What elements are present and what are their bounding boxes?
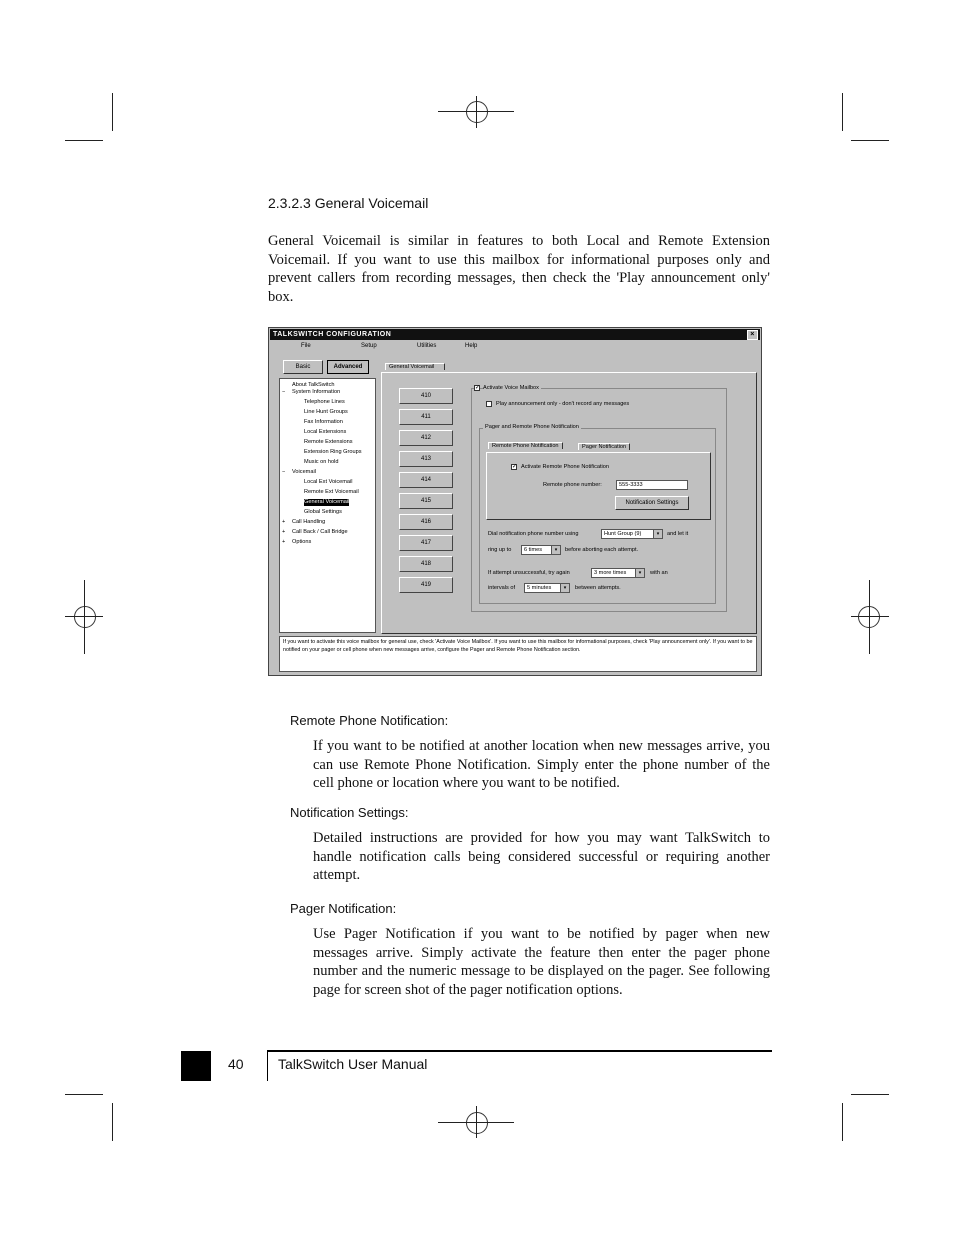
item-title: Pager Notification: bbox=[290, 901, 397, 916]
retry-value: 3 more times bbox=[594, 570, 627, 576]
tree-item[interactable]: Options bbox=[292, 539, 312, 545]
tree-item[interactable]: System Information bbox=[292, 389, 341, 395]
remote-phone-label: Remote phone number: bbox=[543, 482, 602, 488]
menu-file[interactable]: File bbox=[301, 343, 311, 349]
advanced-button[interactable]: Advanced bbox=[327, 360, 369, 374]
item-text: If you want to be notified at another location when new messages arrive, you can use Remote Phone Notification. Simply enter the phone number of the cell phone or location where you want to be notified. bbox=[313, 738, 770, 792]
tab-remote-phone-notification[interactable]: Remote Phone Notification bbox=[488, 442, 563, 449]
registration-line bbox=[84, 580, 85, 654]
ring-value: 6 times bbox=[524, 547, 543, 553]
extension-button[interactable]: 416 bbox=[399, 514, 453, 530]
item-title: Remote Phone Notification: bbox=[290, 713, 449, 728]
before-abort-label: before aborting each attempt. bbox=[565, 547, 639, 553]
dial-using-select[interactable] bbox=[601, 529, 663, 539]
footer-vertical-rule bbox=[267, 1051, 268, 1081]
registration-mark bbox=[74, 606, 96, 628]
crop-mark bbox=[851, 140, 889, 141]
play-announcement-label: Play announcement only - don't record any messages bbox=[496, 401, 630, 407]
tree-item[interactable]: Line Hunt Groups bbox=[304, 409, 348, 415]
menu-setup[interactable]: Setup bbox=[361, 343, 377, 349]
activate-remote-label: Activate Remote Phone Notification bbox=[521, 464, 609, 470]
extension-button[interactable]: 417 bbox=[399, 535, 453, 551]
footer-title: TalkSwitch User Manual bbox=[278, 1056, 428, 1072]
activate-voice-mailbox-label: Activate Voice Mailbox bbox=[483, 385, 539, 391]
tree-item[interactable]: Call Handling bbox=[292, 519, 326, 525]
footer-rule bbox=[267, 1050, 772, 1052]
page-number: 40 bbox=[228, 1056, 244, 1072]
dial-using-label: Dial notification phone number using bbox=[488, 531, 579, 537]
tree-item[interactable]: Fax Information bbox=[304, 419, 343, 425]
extension-button[interactable]: 412 bbox=[399, 430, 453, 446]
ring-select[interactable] bbox=[521, 545, 561, 555]
registration-mark bbox=[466, 101, 488, 123]
extension-button[interactable]: 418 bbox=[399, 556, 453, 572]
window-title-bar bbox=[270, 329, 760, 340]
crop-mark bbox=[851, 1094, 889, 1095]
menu-help[interactable]: Help bbox=[465, 343, 478, 349]
help-text-box: If you want to activate this voice mailbox for general use, check 'Activate Voice Mailbox'. If you want to use this mailbox for informational purposes, check 'Play announcement only'. If you want to be notified on your pager or cell phone when new messages arrive, configure the Pager and Remote Phone Notification section. bbox=[279, 636, 757, 672]
crop-mark bbox=[65, 140, 103, 141]
intro-paragraph: General Voicemail is similar in features to both Local and Remote Extension Voicemail. If you want to use this mailbox for informational purposes only and prevent callers from recording messages, then check the 'Play announcement only' box. bbox=[268, 233, 770, 306]
registration-line bbox=[476, 1106, 477, 1138]
remote-phone-input[interactable]: 555-3333 bbox=[616, 480, 688, 490]
crop-mark bbox=[842, 93, 843, 131]
tree-item[interactable]: Music on hold bbox=[304, 459, 339, 465]
tree-item[interactable]: Voicemail bbox=[292, 469, 316, 475]
chevron-down-icon[interactable]: ▾ bbox=[560, 584, 569, 592]
crop-mark bbox=[842, 1103, 843, 1141]
tree-collapse-icon[interactable]: − bbox=[282, 469, 286, 475]
extension-button[interactable]: 411 bbox=[399, 409, 453, 425]
registration-line bbox=[869, 580, 870, 654]
play-announcement-checkbox[interactable] bbox=[486, 401, 492, 407]
dial-using-value: Hunt Group (9) bbox=[604, 531, 642, 537]
tree-item[interactable]: Telephone Lines bbox=[304, 399, 345, 405]
tree-item[interactable]: Global Settings bbox=[304, 509, 342, 515]
nav-tree bbox=[279, 378, 376, 633]
menu-utilities[interactable]: Utilities bbox=[417, 343, 437, 349]
crop-mark bbox=[112, 1103, 113, 1141]
tree-item[interactable]: Extension Ring Groups bbox=[304, 449, 362, 455]
basic-button[interactable]: Basic bbox=[283, 360, 323, 374]
registration-mark bbox=[466, 1112, 488, 1134]
crop-mark bbox=[112, 93, 113, 131]
extension-button[interactable]: 414 bbox=[399, 472, 453, 488]
item-title: Notification Settings: bbox=[290, 805, 409, 820]
item-text: Use Pager Notification if you want to be notified by pager when new messages arrive. Simply activate the feature then enter the pager phone number and the numeric message to be displayed on the pager. See following page for screen shot of the pager notification options. bbox=[313, 926, 770, 999]
tree-expand-icon[interactable]: + bbox=[282, 529, 286, 535]
chevron-down-icon[interactable]: ▾ bbox=[653, 530, 662, 538]
extension-button[interactable]: 415 bbox=[399, 493, 453, 509]
activate-remote-checkbox[interactable]: ✓ bbox=[512, 464, 518, 470]
config-window-screenshot bbox=[268, 327, 762, 676]
let-it-label: and let it bbox=[667, 531, 689, 537]
notification-settings-button[interactable]: Notification Settings bbox=[615, 496, 689, 510]
between-label: between attempts. bbox=[575, 585, 621, 591]
chevron-down-icon[interactable]: ▾ bbox=[551, 546, 560, 554]
intervals-label: intervals of bbox=[488, 585, 516, 591]
extension-button[interactable]: 419 bbox=[399, 577, 453, 593]
tree-item[interactable]: About TalkSwitch bbox=[292, 382, 335, 388]
tab-pager-notification[interactable]: Pager Notification bbox=[578, 443, 630, 450]
retry-select[interactable] bbox=[591, 568, 645, 578]
tree-collapse-icon[interactable]: − bbox=[282, 389, 286, 395]
with-an-label: with an bbox=[650, 570, 668, 576]
window-title: TALKSWITCH CONFIGURATION bbox=[273, 331, 392, 338]
chevron-down-icon[interactable]: ▾ bbox=[635, 569, 644, 577]
tree-item[interactable]: Remote Extensions bbox=[304, 439, 353, 445]
if-unsuccessful-label: If attempt unsuccessful, try again bbox=[488, 570, 570, 576]
tree-item[interactable]: Remote Ext Voicemail bbox=[304, 489, 359, 495]
ring-up-to-label: ring up to bbox=[488, 547, 512, 553]
item-text: Detailed instructions are provided for how you may want TalkSwitch to handle notification calls being considered successful or requiring another attempt. bbox=[313, 830, 770, 884]
registration-line bbox=[851, 616, 889, 617]
tree-item[interactable]: Local Ext Voicemail bbox=[304, 479, 353, 485]
close-icon[interactable]: × bbox=[747, 330, 758, 340]
tree-item[interactable]: Call Back / Call Bridge bbox=[292, 529, 348, 535]
crop-mark bbox=[65, 1094, 103, 1095]
tree-expand-icon[interactable]: + bbox=[282, 539, 286, 545]
footer-black-box bbox=[181, 1051, 211, 1081]
pager-remote-group-label: Pager and Remote Phone Notification bbox=[485, 424, 579, 430]
tree-item-selected[interactable]: General Voicemail bbox=[304, 499, 350, 505]
registration-line bbox=[476, 96, 477, 128]
extension-button[interactable]: 410 bbox=[399, 388, 453, 404]
interval-value: 5 minutes bbox=[527, 585, 552, 591]
tree-expand-icon[interactable]: + bbox=[282, 519, 286, 525]
interval-select[interactable] bbox=[524, 583, 570, 593]
section-heading: 2.3.2.3 General Voicemail bbox=[268, 195, 429, 211]
activate-voice-mailbox-checkbox[interactable]: ✓ bbox=[475, 385, 481, 391]
tab-general-voicemail[interactable]: General Voicemail bbox=[385, 363, 445, 370]
tree-item[interactable]: Local Extensions bbox=[304, 429, 347, 435]
extension-button[interactable]: 413 bbox=[399, 451, 453, 467]
